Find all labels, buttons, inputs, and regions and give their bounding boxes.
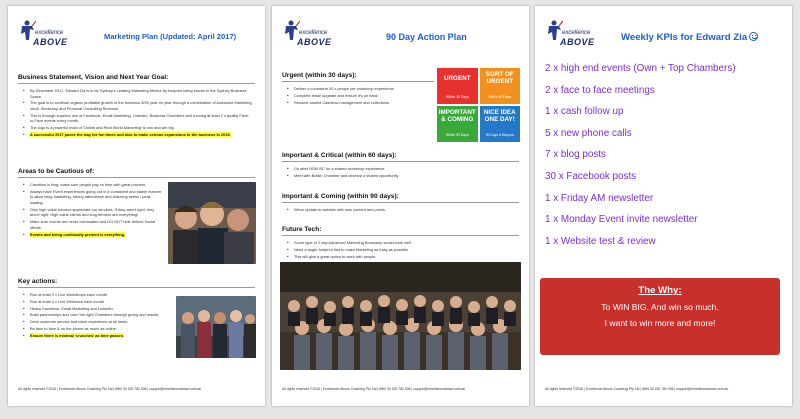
smiley-icon <box>749 32 758 41</box>
page-title: Marketing Plan (Updated: April 2017) <box>104 32 237 41</box>
page-title: Weekly KPIs for Edward Zia <box>621 32 758 43</box>
kpi-item: 5 x new phone calls <box>545 127 632 139</box>
page-header <box>272 6 529 46</box>
kpi-list <box>545 58 736 252</box>
divider <box>18 83 255 84</box>
section-heading: Business Statement, Vision and Next Year Goal: <box>18 74 169 81</box>
the-why-box <box>540 278 780 355</box>
list-item: • Resume careful Cashflow management and collections. <box>286 100 434 106</box>
priority-quadrant <box>437 68 520 142</box>
action-plan-page <box>272 6 529 406</box>
list-item: • Always have Event experiences going out in a consistent and stable manner to allow easy marketing, strong attendance and reducing stress / peak loading. <box>22 189 164 206</box>
event-group-photo <box>176 296 256 358</box>
list-item: • Some type of 2 day Advanced Marketing Bootcamp would work well. <box>286 240 506 246</box>
section-heading: Future Tech: <box>282 226 322 233</box>
quadrant-nice-idea: NICE IDEA ONE DAY! 90 Days & Beyond <box>480 106 521 142</box>
list-item: • Build partnerships and 'own' the right Chambers through giving and results. <box>22 312 172 318</box>
section-heading: Key actions: <box>18 278 58 285</box>
page-footer: All rights reserved ©2016 | Excellence Above Coaching Pty Ltd | ABN 33 150 780 006 | support@excellenceabove.com.au <box>18 387 202 391</box>
group-selfie-photo <box>168 182 256 264</box>
divider <box>18 287 255 288</box>
list-item: • Cashflow is king; make sure people pay on time with great process. <box>22 182 164 188</box>
list-item: • Complete email upgrade and ensure it's on track. <box>286 93 434 99</box>
bullet-list <box>22 182 164 238</box>
why-line: To WIN BIG. And win so much. <box>601 302 719 312</box>
kpi-item: 2 x high end events (Own + Top Chambers) <box>545 63 736 74</box>
why-heading: The Why: <box>638 285 682 296</box>
marketing-plan-page <box>8 6 265 406</box>
divider <box>18 177 255 178</box>
kpi-item: 1 x cash follow up <box>545 106 624 118</box>
list-item-highlight: • Ensure there is minimal 'crunches' as time passes. <box>22 333 172 339</box>
section-heading: Important & Critical (within 60 days): <box>282 152 397 159</box>
list-item: • Make sure events are never overloaded and DO NOT hide behind Social Media. <box>22 219 164 230</box>
list-item: • Deliver a consistent 20 x people per workshop experience. <box>286 86 434 92</box>
divider <box>282 235 519 236</box>
page-footer: All rights reserved ©2016 | Excellence Above Coaching Pty Ltd | ABN 33 150 780 006 | support@excellenceabove.com.au <box>282 387 466 391</box>
list-item: • The logo is a powerful mold of 'Online and Real World Marketing' to win and win big. <box>22 125 252 131</box>
list-item: • Need a larger footprint first to make Marketing as easy as possible. <box>286 247 506 253</box>
list-item: • Go after NSW BC for a shared workshop experience. <box>286 166 506 172</box>
bullet-list <box>22 292 172 339</box>
list-item: • This is through superior use of Facebook, Email Marketing, LinkedIn, Business Chambers and running at least 2 x quality Face-to-Face events every month. <box>22 113 252 124</box>
list-item: • Run at least 2 x Live Webinars each month. <box>22 299 172 305</box>
why-line: I want to win more and more! <box>604 318 716 328</box>
quadrant-important-coming: IMPORTANT & COMING Within 90 Days <box>437 106 478 142</box>
page-footer: All rights reserved ©2016 | Excellence Above Coaching Pty Ltd | ABN 33 150 780 006 | support@excellenceabove.com.au <box>545 387 729 391</box>
workshop-crowd-photo <box>280 262 521 370</box>
page-header <box>535 6 792 46</box>
page-header <box>8 6 265 46</box>
divider <box>282 81 434 82</box>
list-item: • Heavy Facebook, Email Marketing and LinkedIn. <box>22 306 172 312</box>
kpi-item: 1 x Friday AM newsletter <box>545 192 654 204</box>
bullet-list <box>22 88 252 139</box>
page-title: 90 Day Action Plan <box>386 32 467 42</box>
list-item: • Drive customer service and client experience at all times. <box>22 319 172 325</box>
kpi-item: 2 x face to face meetings <box>545 84 655 96</box>
list-item: • By December 2017, Edward Zia is to be Sydney's Leading Marketing Mentor by footprint being known in the Sydney Business Space. <box>22 88 252 99</box>
list-item: • Be face to face & on the phone as much as online. <box>22 326 172 332</box>
section-heading: Urgent (within 30 days): <box>282 72 357 79</box>
bullet-list <box>286 207 506 214</box>
section-heading: Important & Coming (within 90 days): <box>282 193 399 200</box>
excellence-above-logo: excellence ABOVE <box>282 20 336 50</box>
list-item: • This will give a great option to work with people. <box>286 254 506 260</box>
list-item-highlight: • Events and being continually present is everything. <box>22 232 164 238</box>
kpi-item: 1 x Monday Event invite newsletter <box>545 214 698 226</box>
bullet-list <box>286 86 434 106</box>
quadrant-urgent: URGENT Within 30 Days <box>437 68 478 104</box>
list-item-highlight: • A successful 2017 paves the way for fun times and also to make serious expansions to the business in 2018. <box>22 132 252 138</box>
weekly-kpis-page <box>535 6 792 406</box>
excellence-above-logo: excellence ABOVE <box>18 20 72 50</box>
divider <box>282 161 519 162</box>
section-heading: Areas to be Cautious of: <box>18 168 95 175</box>
bullet-list <box>286 166 506 180</box>
quadrant-sort-of-urgent: SORT OF URGENT Within 60 Days <box>480 68 521 104</box>
kpi-item: 1 x Website test & review <box>545 235 656 247</box>
list-item: • Winor update to website with new content and points. <box>286 207 506 213</box>
bullet-list <box>286 240 506 260</box>
list-item: • Only high value winners appreciate our services. If they aren't right; they aren't right. High value clients and long termers are everything! <box>22 207 164 218</box>
kpi-item: 7 x blog posts <box>545 149 606 161</box>
excellence-above-logo: excellence ABOVE <box>545 20 599 50</box>
divider <box>282 202 519 203</box>
kpi-item: 30 x Facebook posts <box>545 170 637 182</box>
list-item: • Run at least 2 x Live Workshops each month. <box>22 292 172 298</box>
list-item: • Meet with British Chamber and develop a shared opportunity. <box>286 173 506 179</box>
list-item: • The goal is to continue organic profitable growth of the business 30% year on year through a combination of Awesome Marketing Vault, Workshop and Personal Consulting Revenue. <box>22 100 252 111</box>
